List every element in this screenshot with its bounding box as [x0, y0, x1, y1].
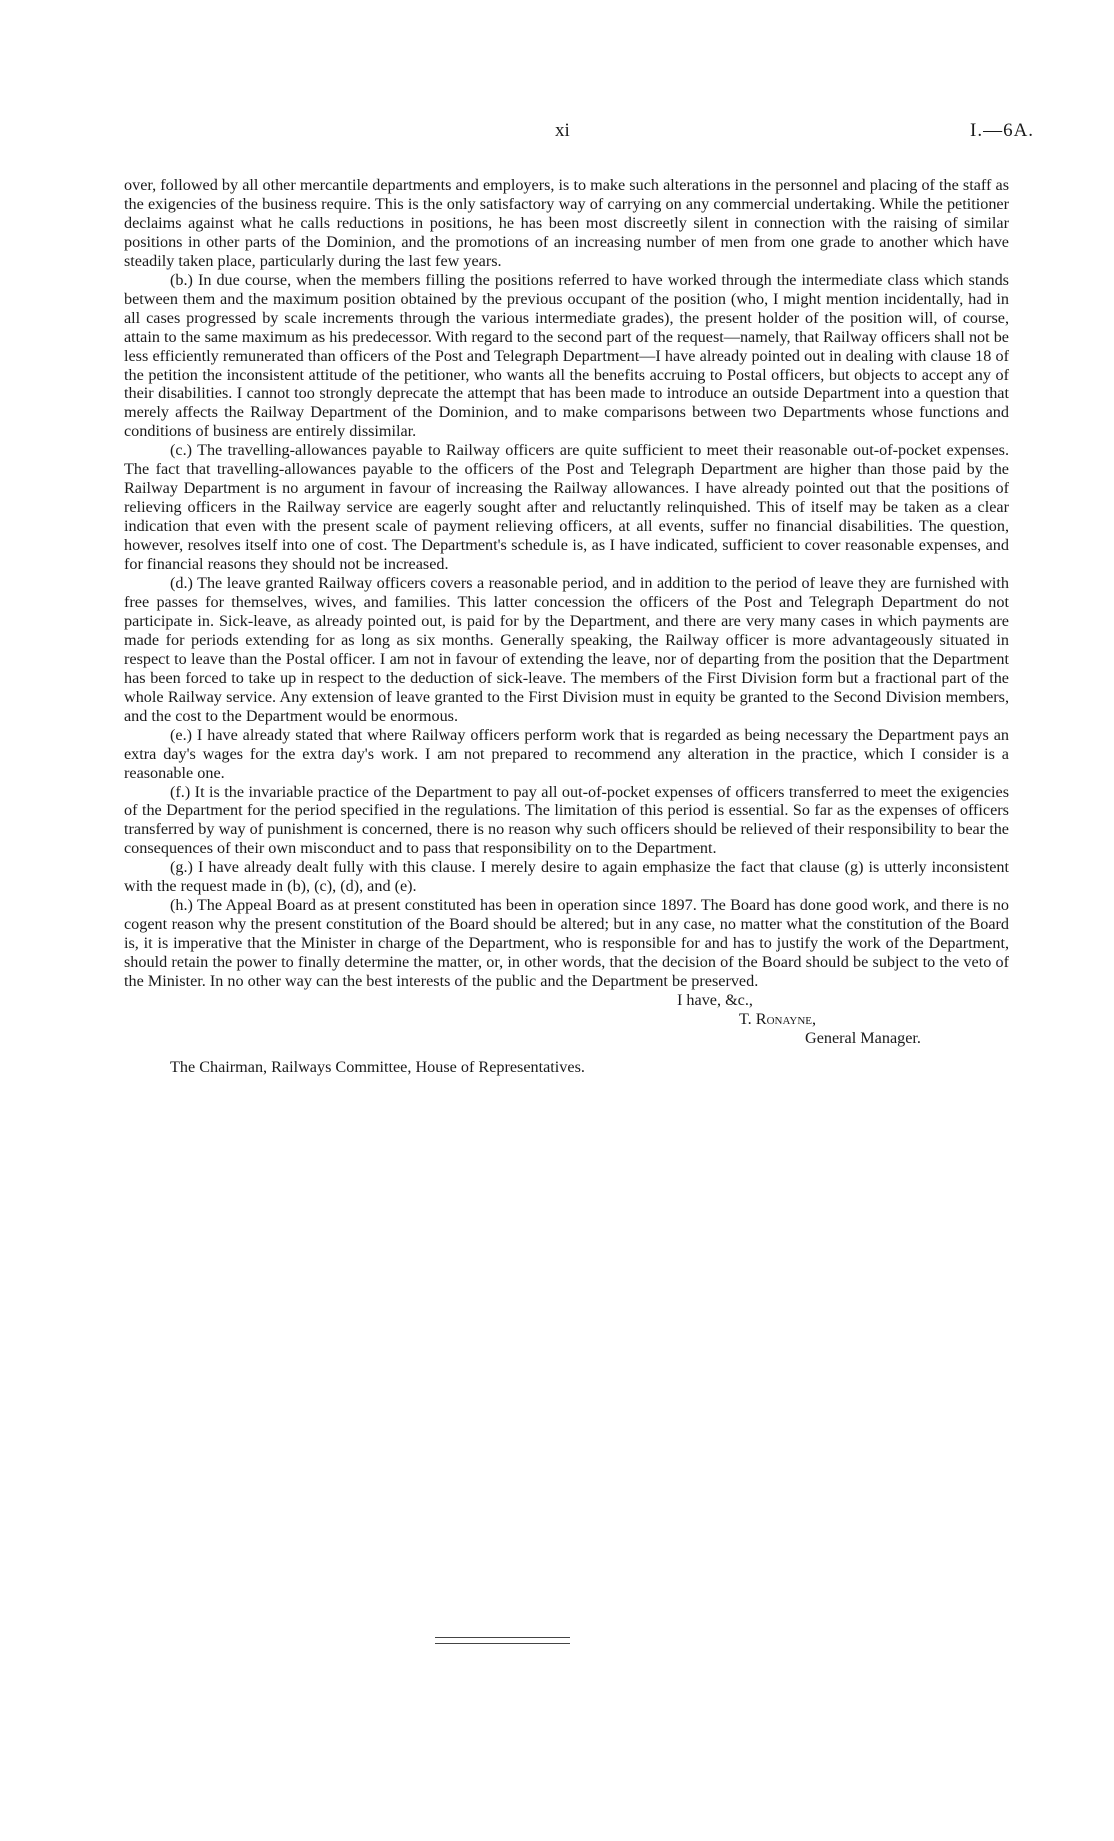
page-number: xi	[555, 120, 570, 141]
signer-title: General Manager.	[805, 1028, 921, 1047]
paragraph-clause-b: (b.) In due course, when the members filling the positions referred to have worked through the intermediate class which stands between them and the maximum position obtained by the previous occupant of the position (who, I might mention incidentally, had in all cases progressed by scale increments through the various intermediate grades), the present holder of the position will, of course, attain to the same maximum as his predecessor. With regard to the second part of the request—namely, that Railway officers shall not be less efficiently remunerated than officers of the Post and Telegraph Department—I have already pointed out in dealing with clause 18 of the petition the inconsistent attitude of the petitioner, who wants all the benefits accruing to Postal officers, but objects to accept any of their disabilities. I cannot too strongly deprecate the attempt that has been made to introduce an outside Department into a question that merely affects the Railway Department of the Dominion, and to make comparisons between two Departments whose functions and conditions of business are entirely dissimilar.	[124, 270, 1009, 441]
addressee-line: The Chairman, Railways Committee, House of Representatives.	[170, 1057, 585, 1076]
letter-body	[124, 176, 1009, 1077]
document-code: I.—6A.	[970, 120, 1035, 141]
paragraph-clause-g: (g.) I have already dealt fully with this clause. I merely desire to again emphasize the fact that clause (g) is utterly inconsistent with the request made in (b), (c), (d), and (e).	[124, 858, 1009, 896]
closing-salutation: I have, &c.,	[677, 990, 753, 1009]
paragraph-clause-h: (h.) The Appeal Board as at present constituted has been in operation since 1897. The Board has done good work, and there is no cogent reason why the present constitution of the Board should be altered; but in any case, no matter what the constitution of the Board is, it is imperative that the Minister in charge of the Department, who is responsible for and has to justify the work of the Department, should retain the power to finally determine the matter, or, in other words, that the decision of the Board should be subject to the veto of the Minister. In no other way can the best interests of the public and the Department be preserved.	[124, 896, 1009, 991]
end-rule-divider	[435, 1637, 570, 1644]
signer-name: T. Ronayne,	[739, 1009, 817, 1028]
paragraph-clause-c: (c.) The travelling-allowances payable to Railway officers are quite sufficient to meet their reasonable out-of-pocket expenses. The fact that travelling-allowances payable to the officers of the Post and Telegraph Department are higher than those paid by the Railway Department is no argument in favour of increasing the Railway allowances. I have already pointed out that the positions of relieving officers in the Railway service are eagerly sought after and reluctantly relinquished. This of itself may be taken as a clear indication that even with the present scale of payment relieving officers, at all events, suffer no financial disabilities. The question, however, resolves itself into one of cost. The Department's schedule is, as I have indicated, sufficient to cover reasonable expenses, and for financial reasons they should not be increased.	[124, 441, 1009, 574]
paragraph-clause-d: (d.) The leave granted Railway officers covers a reasonable period, and in addition to the period of leave they are furnished with free passes for themselves, wives, and families. This latter concession the officers of the Post and Telegraph Department do not participate in. Sick-leave, as already pointed out, is paid for by the Department, and there are very many cases in which payments are made for periods extending for as long as six months. Generally speaking, the Railway officer is more advantageously situated in respect to leave than the Postal officer. I am not in favour of extending the leave, nor of departing from the position that the Department has been forced to take up in respect to the deduction of sick-leave. The members of the First Division form but a fractional part of the whole Railway service. Any extension of leave granted to the First Division must in equity be granted to the Second Division members, and the cost to the Department would be enormous.	[124, 574, 1009, 725]
paragraph-clause-f: (f.) It is the invariable practice of the Department to pay all out-of-pocket expenses of officers transferred to meet the exigencies of the Department for the period specified in the regulations. The limitation of this period is essential. So far as the expenses of officers transferred by way of punishment is concerned, there is no reason why such officers should be relieved of their responsibility to bear the consequences of their own misconduct and to pass that responsibility on to the Department.	[124, 782, 1009, 858]
paragraph-clause-e: (e.) I have already stated that where Railway officers perform work that is regarded as being necessary the Department pays an extra day's wages for the extra day's work. I am not prepared to recommend any alteration in the practice, which I consider is a reasonable one.	[124, 725, 1009, 782]
paragraph-continuation: over, followed by all other mercantile departments and employers, is to make such alterations in the personnel and placing of the staff as the exigencies of the business require. This is the only satisfactory way of carrying on any commercial undertaking. While the petitioner declaims against what he calls reductions in positions, he has been most discreetly silent in connection with the raising of similar positions in other parts of the Dominion, and the promotions of an increasing number of men from one grade to another which have steadily taken place, particularly during the last few years.	[124, 176, 1009, 270]
